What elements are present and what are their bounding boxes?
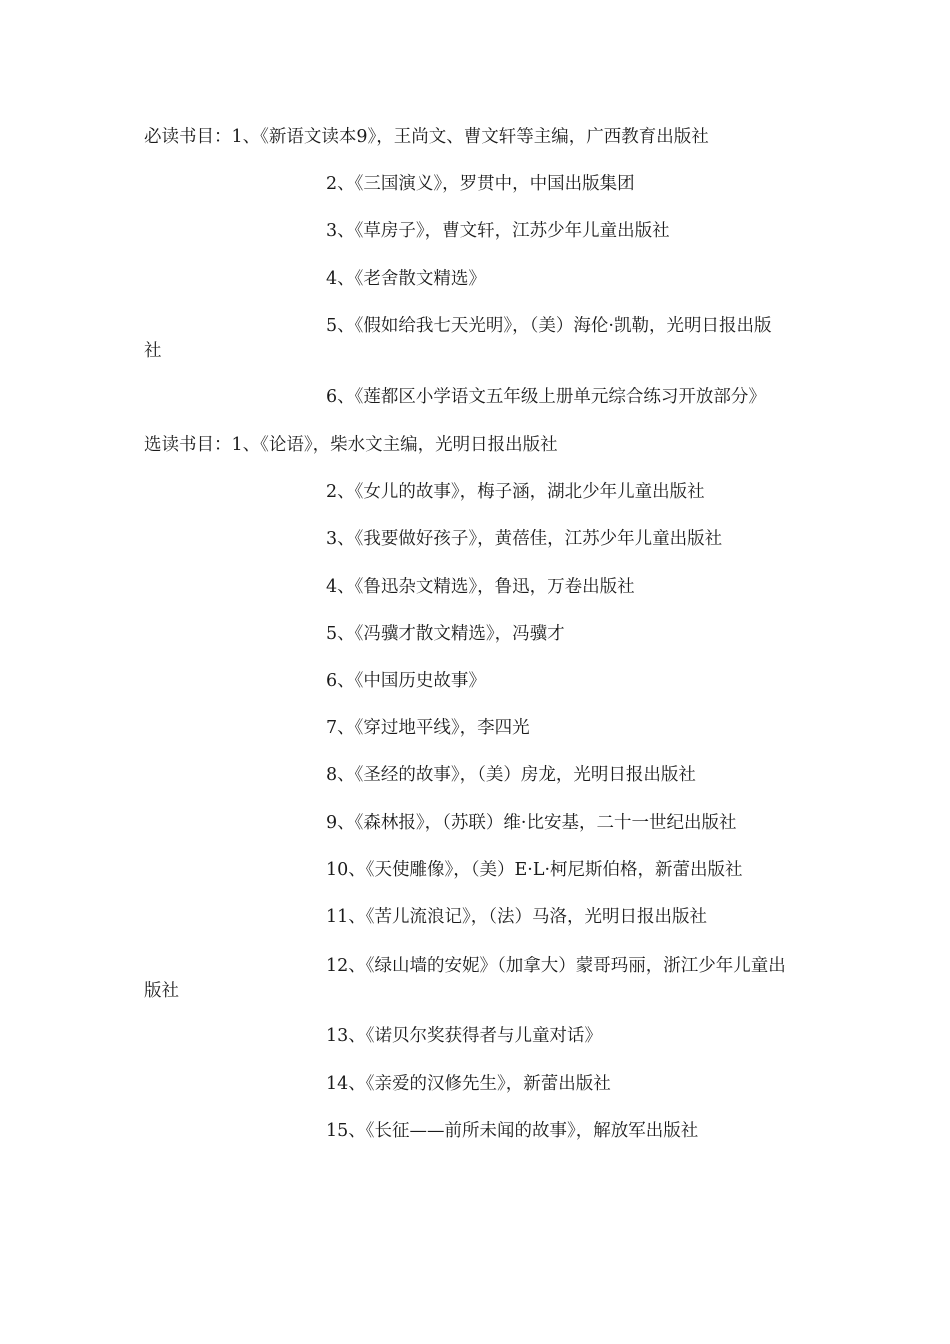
required-item-5: 5、《假如给我七天光明》，（美）海伦·凯勒，光明日报出版 (326, 316, 772, 336)
optional-item-12-continuation: 版社 (144, 981, 179, 1001)
optional-item-11: 11、《苦儿流浪记》，（法）马洛，光明日报出版社 (326, 907, 708, 927)
required-item-6: 6、《莲都区小学语文五年级上册单元综合练习开放部分》 (326, 387, 766, 407)
required-item-5-continuation: 社 (144, 341, 162, 361)
optional-item-4: 4、《鲁迅杂文精选》，鲁迅，万卷出版社 (326, 577, 635, 597)
optional-item-12: 12、《绿山墙的安妮》（加拿大）蒙哥玛丽，浙江少年儿童出 (326, 956, 786, 976)
optional-reading-heading: 选读书目：1、《论语》，柴水文主编，光明日报出版社 (144, 435, 558, 455)
required-item-2: 2、《三国演义》，罗贯中，中国出版集团 (326, 174, 635, 194)
optional-item-10: 10、《天使雕像》，（美）E·L·柯尼斯伯格，新蕾出版社 (326, 860, 743, 880)
optional-item-9: 9、《森林报》，（苏联）维·比安基，二十一世纪出版社 (326, 813, 737, 833)
required-item-3: 3、《草房子》，曹文轩，江苏少年儿童出版社 (326, 221, 670, 241)
optional-item-13: 13、《诺贝尔奖获得者与儿童对话》 (326, 1026, 603, 1046)
optional-item-15: 15、《长征——前所未闻的故事》，解放军出版社 (326, 1121, 699, 1141)
required-item-4: 4、《老舍散文精选》 (326, 269, 486, 289)
optional-item-3: 3、《我要做好孩子》，黄蓓佳，江苏少年儿童出版社 (326, 529, 723, 549)
optional-item-5: 5、《冯骥才散文精选》，冯骥才 (326, 624, 565, 644)
optional-item-7: 7、《穿过地平线》，李四光 (326, 718, 530, 738)
optional-item-14: 14、《亲爱的汉修先生》，新蕾出版社 (326, 1074, 611, 1094)
required-reading-heading: 必读书目：1、《新语文读本9》，王尚文、曹文轩等主编，广西教育出版社 (144, 127, 709, 147)
optional-item-6: 6、《中国历史故事》 (326, 671, 486, 691)
optional-item-8: 8、《圣经的故事》，（美）房龙，光明日报出版社 (326, 765, 696, 785)
optional-item-2: 2、《女儿的故事》，梅子涵，湖北少年儿童出版社 (326, 482, 705, 502)
